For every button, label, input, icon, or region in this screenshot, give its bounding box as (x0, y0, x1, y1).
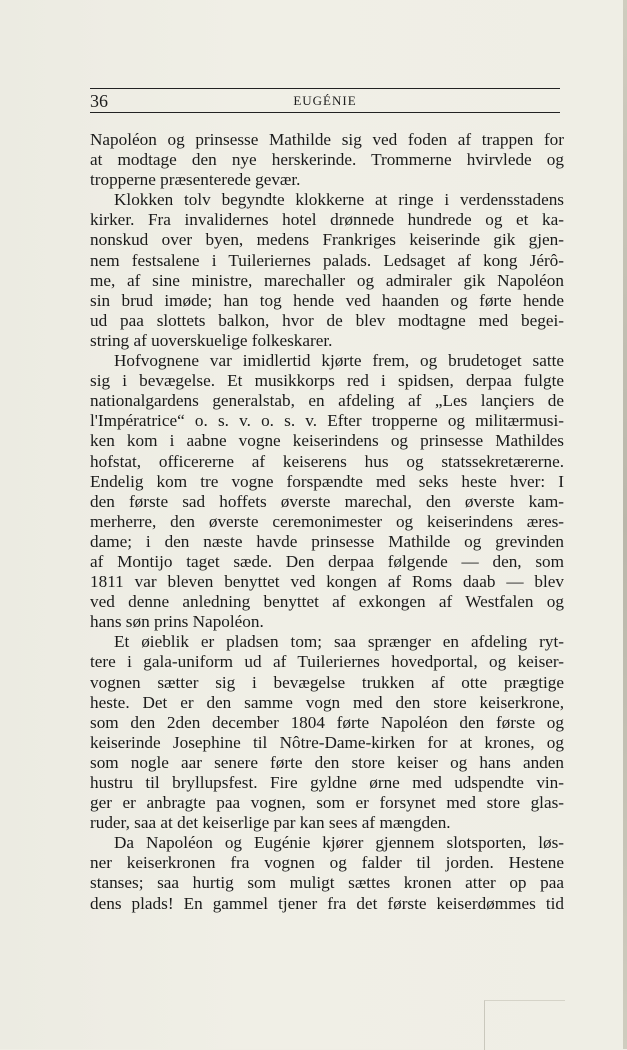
text-line: Et øieblik er pladsen tom; saa sprænger en afdeling ryt- (114, 632, 564, 652)
text-line: nationalgardens generalstab, en afdeling af „Les lançiers de (90, 391, 564, 411)
text-line: ken kom i aabne vogne keiserindens og prinsesse Mathildes (90, 431, 564, 451)
text-line: kirker. Fra invalidernes hotel drønnede hundrede og et ka- (90, 210, 564, 230)
text-line: den første sad hoffets øverste marechal, den øverste kam- (90, 491, 564, 511)
text-line: keiserinde Josephine til Nôtre-Dame-kirken for at krones, og (90, 732, 564, 752)
text-line: dame; i den næste havde prinsesse Mathilde og grevinden (90, 531, 564, 551)
running-header (90, 88, 560, 113)
text-line: at modtage den nye herskerinde. Trommerne hvirvlede og (90, 150, 564, 170)
text-line: ved denne anledning benyttet af exkongen af Westfalen og (90, 592, 564, 612)
text-line: sin brud imøde; han tog hende ved haanden og førte hende (90, 290, 564, 310)
text-line: heste. Det er den samme vogn med den store keiserkrone, (90, 692, 564, 712)
text-line: ruder, saa at det keiserlige par kan sees af mængden. (90, 813, 451, 833)
text-line: hustru til bryllupsfest. Fire gyldne ørne med udspendte vin- (90, 773, 564, 792)
text-line: nonskud over byen, medens Frankriges keiserinde gik gjen- (90, 230, 564, 250)
text-line: hans søn prins Napoléon. (90, 612, 264, 632)
text-line: merherre, den øverste ceremonimester og keiserindens æres- (90, 511, 564, 531)
page-number: 36 (90, 91, 108, 111)
text-line: Hofvognene var imidlertid kjørte frem, og brudetoget satte (114, 351, 564, 371)
text-line: string af uoverskuelige folkeskarer. (90, 330, 333, 350)
text-line: som den 2den december 1804 førte Napoléon den første og (90, 712, 564, 732)
text-line: stanses; saa hurtig som muligt sættes kronen atter op paa (90, 873, 564, 893)
page-edge (623, 0, 627, 1049)
text-line: tere i gala-uniform ud af Tuileriernes hovedportal, og keiser- (90, 652, 564, 672)
text-line: l'Impératrice“ o. s. v. o. s. v. Efter tropperne og militærmusi- (90, 411, 564, 431)
text-line: som nogle aar senere førte den store keiser og hans anden (90, 752, 564, 772)
text-line: af Montijo taget sæde. Den derpaa følgende — den, som (90, 551, 564, 571)
text-line: Endelig kom tre vogne forspændte med seks heste hver: I (90, 471, 564, 491)
running-title: EUGÉNIE (293, 93, 357, 108)
text-line: sig i bevægelse. Et musikkorps red i spidsen, derpaa fulgte (90, 371, 564, 391)
page-corner-shadow (484, 1000, 565, 1050)
text-line: Da Napoléon og Eugénie kjører gjennem slotsporten, løs- (114, 833, 564, 853)
text-line: Napoléon og prinsesse Mathilde sig ved foden af trappen for (90, 130, 564, 149)
text-line: vognen sætter sig i bevægelse trukken af otte prægtige (90, 672, 564, 692)
text-line: nem festsalene i Tuileriernes palads. Ledsaget af kong Jérô- (90, 250, 564, 270)
text-line: dens plads! En gammel tjener fra det første keiserdømmes tid (90, 893, 564, 913)
text-line: ud paa slottets balkon, hvor de blev modtagne med begei- (90, 310, 564, 330)
text-line: me, af sine ministre, marechaller og admiraler gik Napoléon (90, 270, 564, 290)
body-text (90, 130, 564, 914)
text-line: hofstat, officererne af keiserens hus og statssekretærerne. (90, 451, 564, 471)
text-line: tropperne præsenterede gevær. (90, 170, 301, 190)
text-line: Klokken tolv begyndte klokkerne at ringe i verdensstadens (114, 190, 564, 210)
text-line: ger er anbragte paa vognen, som er forsynet med store glas- (90, 793, 564, 813)
text-line: 1811 var bleven benyttet ved kongen af Roms daab — blev (90, 572, 564, 592)
text-line: ner keiserkronen fra vognen og falder til jorden. Hestene (90, 853, 564, 873)
